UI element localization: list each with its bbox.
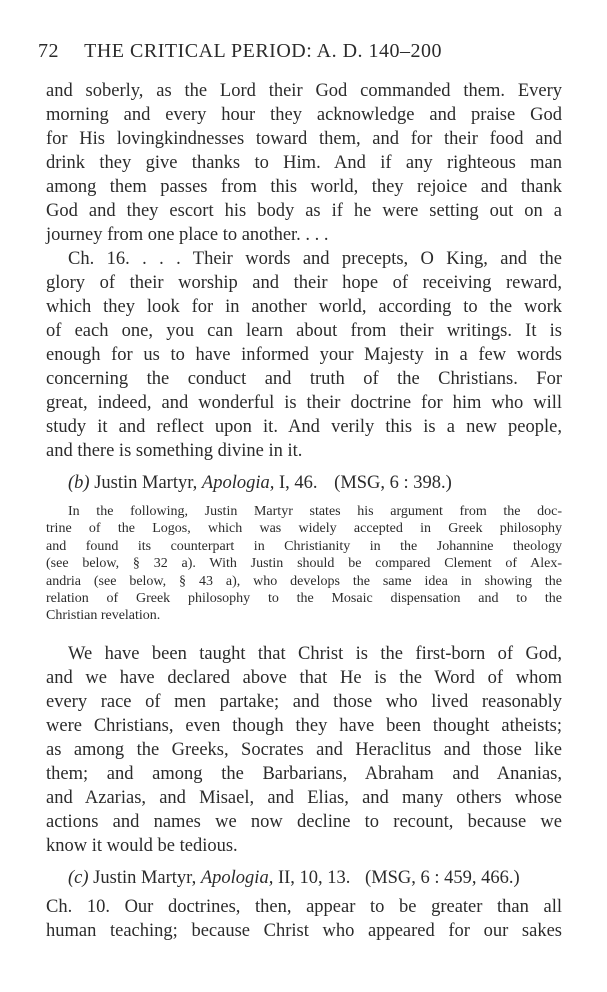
source-citation: (MSG, 6 : 398.) <box>334 473 452 493</box>
text-line: great, indeed, and wonderful is their doctrine for him who will <box>46 393 562 413</box>
source-work: Apologia, <box>200 868 274 888</box>
text-line: were Christians, even though they have been thought atheists; <box>46 716 562 736</box>
source-ref: II, 10, 13. <box>277 868 351 888</box>
text-line: glory of their worship and their hope of receiving reward, <box>46 273 562 293</box>
running-header <box>38 40 577 63</box>
text-line: and there is something divine in it. <box>46 441 303 461</box>
text-line: of each one, you can learn about from their writings. It is <box>46 321 562 341</box>
text-line: every race of men partake; and those who lived reasonably <box>46 692 562 712</box>
text-line: concerning the conduct and truth of the Christians. For <box>46 369 562 389</box>
note-line: (see below, § 32 a). With Justin should be compared Clement of Alex- <box>46 556 562 572</box>
source-label: (c) <box>68 868 89 888</box>
note-line: andria (see below, § 43 a), who develops the same idea in showing the <box>46 573 562 589</box>
text-line: and Azarias, and Misael, and Elias, and many others whose <box>46 788 562 808</box>
text-line: know it would be tedious. <box>46 836 238 856</box>
source-work: Apologia, <box>201 473 275 493</box>
text-line: and soberly, as the Lord their God commanded them. Every <box>46 81 562 101</box>
note-line: Christian revelation. <box>46 608 161 624</box>
text-line: journey from one place to another. . . . <box>46 225 329 245</box>
text-line: study it and reflect upon it. And verily this is a new people, <box>46 417 562 437</box>
text-line: Ch. 16. . . . Their words and precepts, O King, and the <box>68 249 562 269</box>
running-title: THE CRITICAL PERIOD: A. D. 140–200 <box>84 40 443 62</box>
text-line: human teaching; because Christ who appeared for our sakes <box>46 921 562 941</box>
text-line: Ch. 10. Our doctrines, then, appear to be greater than all <box>46 897 562 917</box>
body-text-block-2 <box>46 642 562 858</box>
editorial-note <box>46 503 562 625</box>
text-line: We have been taught that Christ is the first-born of God, <box>68 644 562 664</box>
text-line: as among the Greeks, Socrates and Heraclitus and those like <box>46 740 562 760</box>
text-line: and we have declared above that He is the Word of whom <box>46 668 562 688</box>
source-label: (b) <box>68 473 90 493</box>
source-heading-b <box>68 470 568 496</box>
text-line: actions and names we now decline to recount, because we <box>46 812 562 832</box>
text-line: God and they escort his body as if he were setting out on a <box>46 201 562 221</box>
body-text-block-3 <box>46 895 562 943</box>
source-author: Justin Martyr, <box>93 868 197 888</box>
source-citation: (MSG, 6 : 459, 466.) <box>365 868 520 888</box>
text-line: which they look for in another world, according to the work <box>46 297 562 317</box>
text-line: among them passes from this world, they rejoice and thank <box>46 177 562 197</box>
source-heading-c <box>68 865 568 891</box>
page-number: 72 <box>38 40 59 62</box>
source-ref: I, 46. <box>278 473 318 493</box>
text-line: morning and every hour they acknowledge and praise God <box>46 105 562 125</box>
note-line: trine of the Logos, which was widely accepted in Greek philosophy <box>46 521 562 537</box>
text-line: for His lovingkindnesses toward them, and for their food and <box>46 129 562 149</box>
text-line: enough for us to have informed your Majesty in a few words <box>46 345 562 365</box>
source-author: Justin Martyr, <box>94 473 198 493</box>
text-line: them; and among the Barbarians, Abraham and Ananias, <box>46 764 562 784</box>
note-line: relation of Greek philosophy to the Mosaic dispensation and to the <box>46 590 562 606</box>
text-line: drink they give thanks to Him. And if any righteous man <box>46 153 562 173</box>
body-text-block-1 <box>46 79 562 463</box>
note-line: and found its counterpart in Christianity in the Johannine theology <box>46 538 562 554</box>
note-line: In the following, Justin Martyr states his argument from the doc- <box>68 504 562 519</box>
